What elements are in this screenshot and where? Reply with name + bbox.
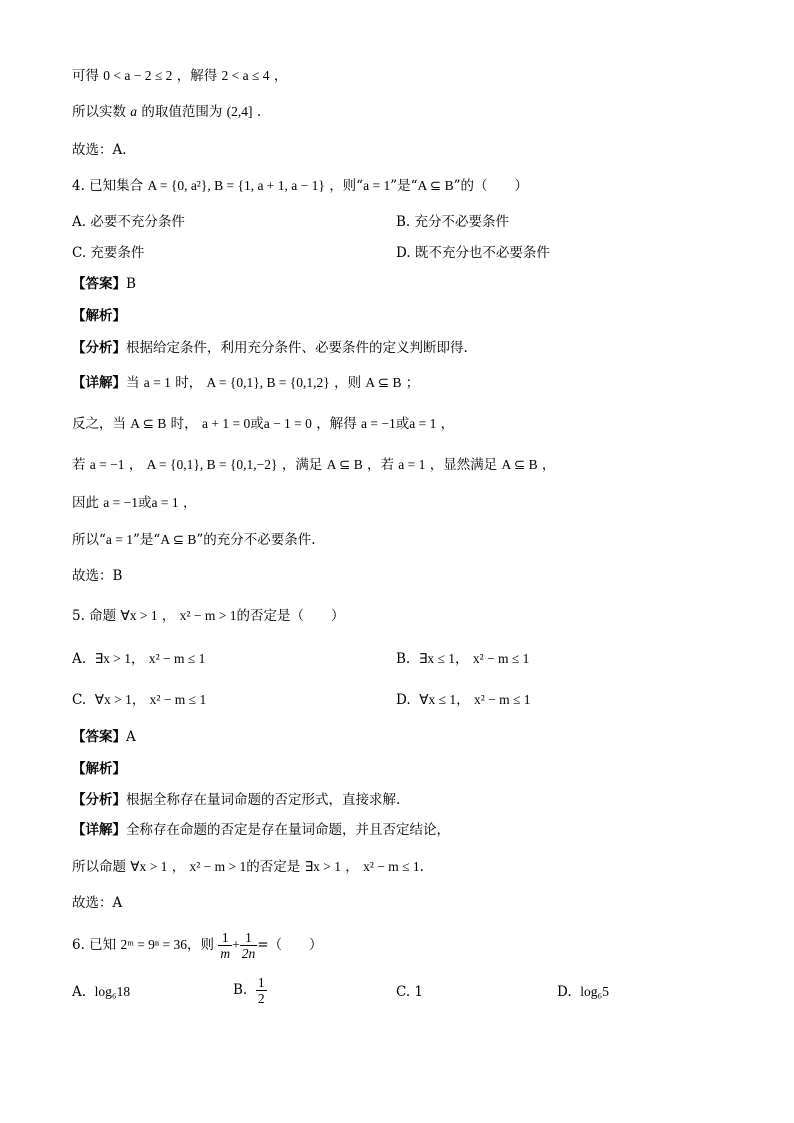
math-expression: ∀x > 1 (120, 608, 158, 623)
answer-tag: 【答案】 (72, 729, 126, 745)
text: 若 (72, 457, 86, 473)
math-expression: x² − m ≤ 1 (148, 651, 206, 666)
answer-line (72, 727, 136, 747)
option-d (557, 982, 609, 1002)
question-4-stem (72, 176, 528, 196)
math-expression: a = −1 (103, 495, 139, 510)
math-expression: a = 1 (151, 495, 179, 510)
option-label: B. (396, 651, 411, 667)
math-expression: 2 < a ≤ 4 (221, 68, 270, 83)
text: ，解得 (316, 416, 357, 432)
answer-line: 故选：A (72, 895, 123, 911)
text: ， (161, 608, 176, 624)
text: 所以命题 (72, 859, 126, 875)
fraction-denominator: 2n (241, 946, 256, 961)
text: ，则 (187, 937, 215, 953)
analysis-heading (72, 306, 126, 326)
text: ，满足 (281, 457, 323, 473)
fenxi-tag: 【分析】 (72, 792, 126, 808)
text: =（ ） (257, 937, 323, 953)
math-expression: a = 1 (105, 532, 134, 547)
fenxi-line (72, 790, 400, 810)
text: 因此 (72, 495, 99, 511)
text: ， (171, 859, 186, 875)
text: ， (541, 457, 556, 473)
text: 的取值范围为 (141, 104, 223, 120)
option-b (233, 970, 267, 1010)
text: ，若 (367, 457, 394, 473)
question-5-stem (72, 606, 344, 626)
text: 时， (170, 416, 198, 432)
text: ”是“ (133, 532, 161, 548)
math-expression: a = −1 (361, 416, 396, 431)
text: 时， (175, 375, 203, 391)
text: ， (182, 495, 197, 511)
text: 或 (138, 495, 152, 511)
text: 当 (126, 375, 140, 391)
fraction-denominator: m (220, 946, 231, 961)
analysis-tag: 【解析】 (72, 761, 126, 777)
text: ”是“ (390, 178, 418, 194)
fraction (218, 930, 232, 961)
math-expression: x² − m ≤ 1 (472, 651, 530, 666)
fraction (240, 930, 258, 961)
answer-value: B (126, 276, 136, 292)
fraction-numerator: 1 (257, 975, 265, 990)
option-label: D. (557, 984, 572, 1000)
math-expression: (2,4] (226, 104, 253, 119)
text: 根据全称存在量词命题的否定形式，直接求解. (126, 792, 401, 808)
option-b: B. 充分不必要条件 (396, 214, 510, 230)
option-c: C. 1 (396, 984, 424, 1000)
math-expression: ∃x > 1 (94, 651, 132, 666)
text: 或 (250, 416, 264, 432)
text: . (419, 859, 424, 875)
text: 的否定是 (246, 859, 301, 875)
option-label: B. (233, 982, 248, 998)
answer-tag: 【答案】 (72, 276, 126, 292)
option-label: A. (72, 651, 87, 667)
text-line (72, 455, 555, 475)
math-expression: A ⊆ B (160, 532, 197, 547)
fraction (256, 975, 267, 1006)
answer-line: 故选：A. (72, 142, 127, 158)
text: ，解得 (176, 68, 218, 84)
xiangjie-line (72, 373, 419, 393)
text: 所以“ (72, 532, 106, 548)
answer-value: A (126, 729, 136, 745)
text: ，则“ (329, 178, 364, 194)
math-expression: a = 1 (409, 416, 437, 431)
math-expression: x² − m > 1 (189, 859, 247, 874)
math-expression: x² − m > 1 (179, 608, 237, 623)
option-d: D. 既不充分也不必要条件 (396, 245, 550, 261)
math-expression: ∀x > 1 (130, 859, 168, 874)
math-expression: A ⊆ B (501, 457, 538, 472)
text-line (72, 66, 287, 86)
analysis-tag: 【解析】 (72, 308, 126, 324)
text: 或 (395, 416, 410, 432)
text: ， (345, 859, 359, 875)
text: ， (440, 416, 455, 432)
option-d: D. ∀x ≤ 1， x² − m ≤ 1 (396, 692, 531, 708)
option-label: C. (72, 692, 87, 708)
text: ， (128, 457, 143, 473)
math-expression: a − 1 = 0 (263, 416, 312, 431)
text: ”的（ ） (453, 178, 528, 194)
text: ，显然满足 (429, 457, 498, 473)
xiangjie-tag: 【详解】 (72, 375, 126, 391)
math-expression: a = 1 (363, 178, 391, 193)
math-expression: ∃x ≤ 1 (418, 651, 456, 666)
fenxi-tag: 【分析】 (72, 340, 126, 356)
math-expression: a + 1 = 0 (201, 416, 251, 431)
math-expression: A = {0,1}, B = {0,1,2} (206, 375, 330, 390)
text-line (72, 493, 196, 513)
fraction-numerator: 1 (218, 930, 232, 946)
math-expression: x² − m ≤ 1 (149, 692, 207, 707)
text: ； (405, 375, 420, 391)
option-c: C. 充要条件 (72, 245, 145, 261)
math-operator: + (232, 937, 240, 952)
question-6-stem (72, 928, 323, 962)
math-expression: A ⊆ B (417, 178, 454, 193)
option-a: A. 必要不充分条件 (72, 214, 185, 230)
option-a: A. ∃x > 1， x² − m ≤ 1 (72, 651, 206, 667)
math-expression: a = −1 (89, 457, 125, 472)
math-expression: A ⊆ B (130, 416, 167, 431)
math-expression: 2ᵐ = 9ⁿ = 36 (120, 937, 188, 952)
math-expression: A = {0, a²} (147, 178, 208, 193)
math-expression: ∀x > 1 (94, 692, 132, 707)
answer-line (72, 274, 136, 294)
option-b: B. ∃x ≤ 1， x² − m ≤ 1 (396, 651, 530, 667)
text: 4. 已知集合 (72, 178, 144, 194)
text: 反之，当 (72, 416, 126, 432)
text: 的否定是（ ） (236, 608, 345, 624)
text: 6. 已知 (72, 937, 117, 953)
text-line (72, 857, 424, 877)
math-expression: a (130, 104, 138, 119)
math-expression: , B = {1, a + 1, a − 1} (207, 178, 325, 193)
xiangjie-line (72, 820, 450, 840)
text: 可得 (72, 68, 99, 84)
text: 5. 命题 (72, 608, 117, 624)
option-label: A. (72, 984, 87, 1000)
math-expression: A = {0,1}, B = {0,1,−2} (146, 457, 278, 472)
text-line (72, 414, 454, 434)
fraction-numerator: 1 (240, 930, 258, 946)
fenxi-line (72, 338, 468, 358)
option-label: D. (396, 692, 411, 708)
math-expression: x² − m ≤ 1 (363, 859, 420, 874)
option-c: C. ∀x > 1， x² − m ≤ 1 (72, 692, 207, 708)
math-expression: ∀x ≤ 1 (419, 692, 457, 707)
text: ”的充分不必要条件. (196, 532, 316, 548)
option-a (72, 982, 130, 1002)
math-expression: a = 1 (143, 375, 171, 390)
answer-line: 故选：B (72, 568, 123, 584)
text-line (72, 102, 261, 122)
analysis-heading (72, 759, 126, 779)
text-line (72, 530, 316, 550)
xiangjie-tag: 【详解】 (72, 822, 126, 838)
text: 全称存在命题的否定是存在量词命题，并且否定结论， (126, 822, 450, 838)
math-expression: log₆5 (580, 984, 609, 999)
text: . (256, 104, 262, 120)
math-expression: a = 1 (398, 457, 426, 472)
math-expression: log₆18 (94, 984, 131, 999)
text: ，则 (334, 375, 362, 391)
fraction-denominator: 2 (257, 991, 265, 1006)
text: 所以实数 (72, 104, 126, 120)
text: 根据给定条件，利用充分条件、必要条件的定义判断即得. (126, 340, 468, 356)
math-expression: x² − m ≤ 1 (473, 692, 531, 707)
math-expression: A ⊆ B (326, 457, 363, 472)
math-expression: ∃x > 1 (304, 859, 341, 874)
text: ， (273, 68, 288, 84)
math-expression: 0 < a − 2 ≤ 2 (103, 68, 173, 83)
math-expression: A ⊆ B (365, 375, 402, 390)
